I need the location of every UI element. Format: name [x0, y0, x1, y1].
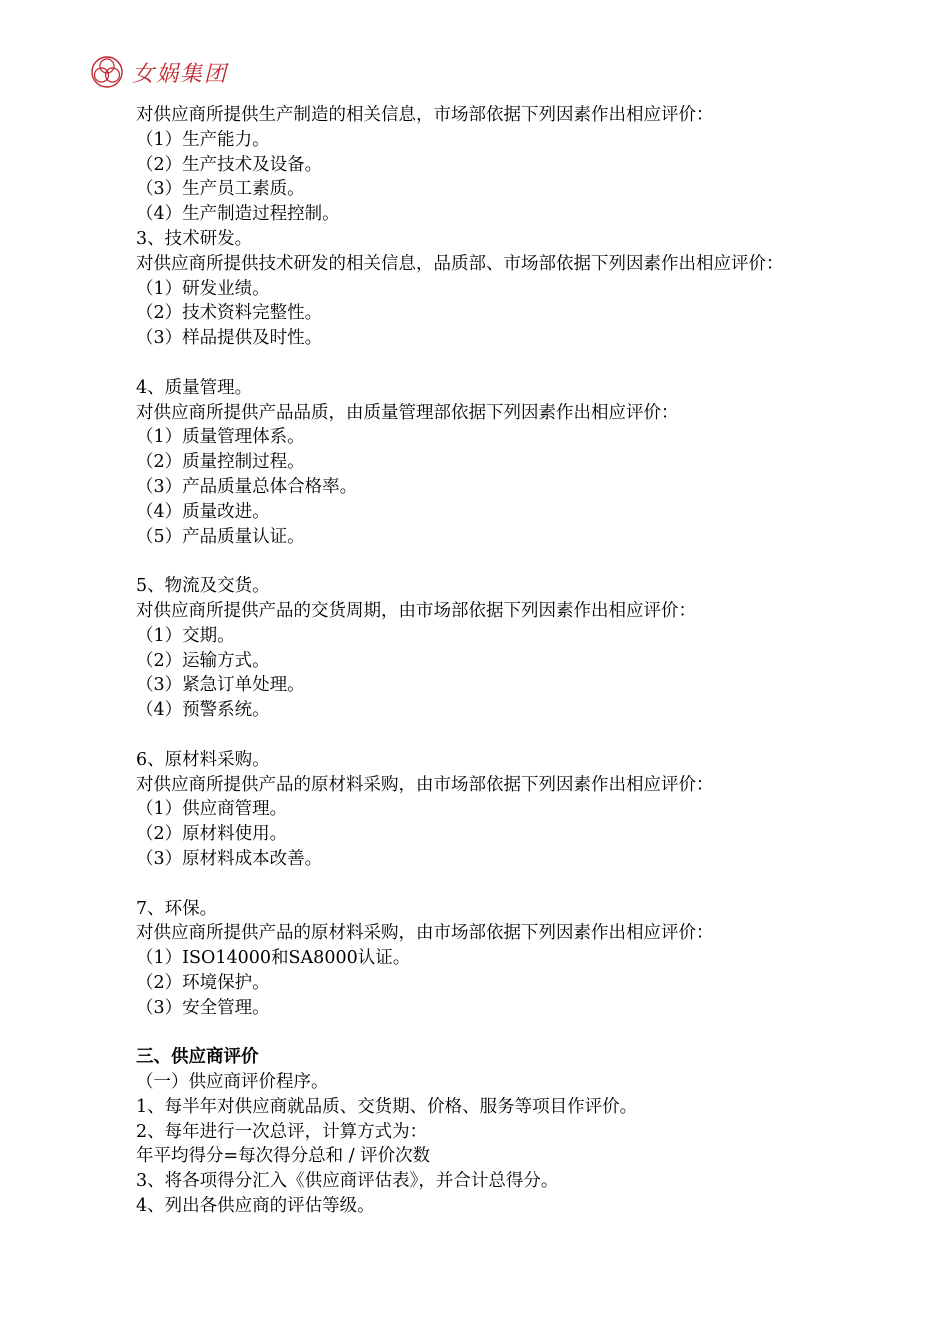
paragraph: 对供应商所提供产品品质，由质量管理部依据下列因素作出相应评价：	[136, 402, 679, 423]
list-item: （1）交期。	[136, 625, 235, 646]
list-item: （3）产品质量总体合格率。	[136, 476, 358, 497]
chapter-heading: 三、供应商评价	[136, 1047, 259, 1068]
list-item: （2）环境保护。	[136, 972, 270, 993]
logo-text: 女娲集团	[132, 61, 229, 87]
list-item: （3）生产员工素质。	[136, 179, 305, 200]
list-item: （5）产品质量认证。	[136, 526, 305, 547]
section-heading: 7、环保。	[136, 898, 218, 919]
list-item: （1）供应商管理。	[136, 799, 288, 820]
paragraph: 对供应商所提供产品的交货周期，由市场部依据下列因素作出相应评价：	[136, 600, 696, 621]
formula: 年平均得分=每次得分总和 / 评价次数	[136, 1146, 431, 1167]
list-item: 4、列出各供应商的评估等级。	[136, 1196, 375, 1217]
list-item: （2）技术资料完整性。	[136, 303, 323, 324]
list-item: （4）生产制造过程控制。	[136, 204, 340, 225]
paragraph: 对供应商所提供技术研发的相关信息，品质部、市场部依据下列因素作出相应评价：	[136, 253, 784, 274]
company-logo	[90, 50, 228, 94]
section-heading: 4、质量管理。	[136, 377, 253, 398]
list-item: （3）安全管理。	[136, 997, 270, 1018]
list-item: （3）紧急订单处理。	[136, 675, 305, 696]
list-item: （1）研发业绩。	[136, 278, 270, 299]
list-item: 2、每年进行一次总评，计算方式为：	[136, 1121, 428, 1142]
list-item: （1）ISO14000和SA8000认证。	[136, 948, 411, 969]
list-item: （2）质量控制过程。	[136, 452, 305, 473]
list-item: 3、将各项得分汇入《供应商评估表》，并合计总得分。	[136, 1171, 559, 1192]
section-heading: 6、原材料采购。	[136, 749, 270, 770]
list-item: （4）预警系统。	[136, 700, 270, 721]
list-item: （2）运输方式。	[136, 650, 270, 671]
list-item: （2）生产技术及设备。	[136, 154, 323, 175]
paragraph: 对供应商所提供生产制造的相关信息，市场部依据下列因素作出相应评价：	[136, 105, 714, 125]
section-heading: 3、技术研发。	[136, 228, 253, 249]
subsection-heading: （一）供应商评价程序。	[136, 1072, 329, 1093]
list-item: （3）样品提供及时性。	[136, 328, 323, 349]
list-item: （1）质量管理体系。	[136, 427, 305, 448]
paragraph: 对供应商所提供产品的原材料采购，由市场部依据下列因素作出相应评价：	[136, 774, 714, 795]
document-body	[92, 103, 872, 1219]
list-item: （4）质量改进。	[136, 501, 270, 522]
list-item: 1、每半年对供应商就品质、交货期、价格、服务等项目作评价。	[136, 1096, 638, 1117]
list-item: （3）原材料成本改善。	[136, 848, 323, 869]
list-item: （1）生产能力。	[136, 129, 270, 150]
logo-emblem-icon	[90, 55, 124, 89]
list-item: （2）原材料使用。	[136, 824, 288, 845]
paragraph: 对供应商所提供产品的原材料采购，由市场部依据下列因素作出相应评价：	[136, 923, 714, 944]
section-heading: 5、物流及交货。	[136, 576, 270, 597]
